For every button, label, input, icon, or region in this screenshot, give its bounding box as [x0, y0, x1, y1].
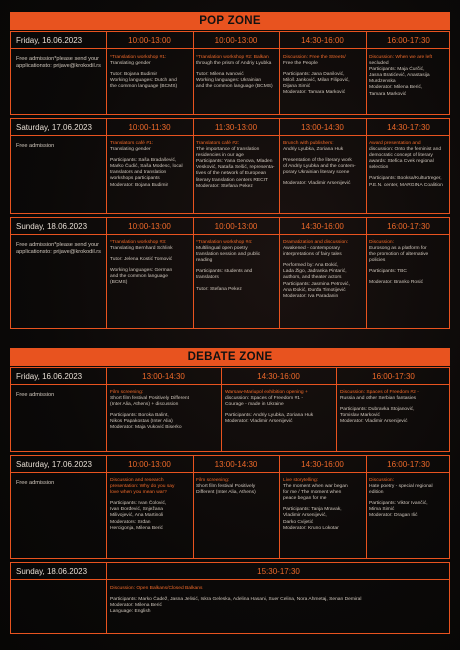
time-slot: 14:30-16:00: [301, 460, 344, 469]
time-slot: 14:30-16:00: [301, 222, 344, 231]
time-slot: 16:00-17:30: [387, 222, 430, 231]
pop-friday-block: [10, 31, 450, 115]
session-brunch-publishers: Brunch with publishers: Andriy Lyubka, Zoriana Huk Presentation of the literary work of Andriy Lyubka and the contem- porary Ukrainian literary scene Moderator: Vladimir Arsenijević: [283, 141, 356, 187]
time-slot: 13:00-14:30: [142, 372, 185, 381]
time-slot: 10:00-13:00: [214, 222, 258, 231]
time-slot: 10:00-13:00: [214, 36, 258, 45]
admission-note: Free admission: [16, 143, 55, 149]
pop-saturday-header: [11, 119, 449, 136]
pop-sunday-block: [10, 217, 450, 329]
day-label: Friday, 16.06.2023: [16, 372, 83, 381]
time-slot: 14:30-16:00: [257, 372, 300, 381]
time-slot: 16:00-17:30: [372, 372, 415, 381]
session-eurosong: Discussion: Eurosong as a platform for the promotion of alternative policies Participants: TBC Moderator: Branko Rosić: [369, 240, 429, 286]
session-translation-workshop-1: *Translation workshop #1: Translating gender Tutor: Bojana Budimir Working languages: Dutch and the common language (BCMS): [110, 55, 178, 90]
session-warsaw-mariupol: Warsaw-Mariupol exhibition opening + discussion: Spaces of Freedom #1 - Courage - made in Ukraine Participants: Andriy Lyubka, Zoriana Huk Moderator: Vladimir Arsenijević: [225, 390, 314, 425]
session-free-the-streets: Discussion: Free the Streets/ Free the People Participants: Jana Danilović, Miloš Janković, Milan Filipović, Dijana Simić Moderator: Tamara Marković: [283, 55, 350, 96]
debate-saturday-block: [10, 455, 450, 559]
session-film-screening-2: Film screening: Short film festival Positively Different (Inter Alia, Athens): [196, 478, 256, 496]
time-slot: 10:00-13:00: [128, 222, 171, 231]
day-label: Saturday, 17.06.2023: [16, 123, 92, 132]
debate-friday-header: [11, 368, 449, 385]
pop-zone-title: POP ZONE: [10, 12, 450, 30]
session-spaces-of-freedom-2: Discussion: Spaces of Freedom #2 - Russia and other Serbian fantasies Participants: Dubravka Stojanović, Tomislav Marković Moderator: Vladimir Arsenijević: [340, 390, 419, 425]
session-love-war: Discussion and research presentation: Why do you say love when you mean war? Participants: Ivan Čolović, Ivan Đorđević, Snježana Milivojević, Ana Martinoli Moderators: Srđan Hercigonja, Milena Berić: [110, 478, 175, 531]
session-live-storytelling: Live storytelling: The moment when war began for me / The moment when peace began for me Participants: Tanja Mravak, Vladimir Arsenijević, Darko Cvijetić Moderator: Kruno Lokotar: [283, 478, 348, 531]
pop-saturday-block: [10, 118, 450, 214]
session-dramatization: Dramatization and discussion: Awakened - contemporary interpretations of fairy tales Performed by: Ana Đokić, Lada Žigo, Jadranka Pintarić, authors, and theater actors Participants: Jasmina Petrović, Ana Đokić, Đurđa Timotijević Moderator: Iva Paradanin: [283, 240, 350, 299]
session-award-presentation: Award presentation and discussion: Onto the feminist and democratic concept of literary awards: Stefica Cvek regional selection Participants: Booksa/Kulturtreger, P.E.N. center, MARGINA Coalition: [369, 141, 443, 188]
day-label: Sunday, 18.06.2023: [16, 567, 88, 576]
session-hate-poetry: Discussion: Hate poetry - special regional edition Participants: Viktor Ivančić, Mima Simić Moderator: Dragan Ilić: [369, 478, 433, 519]
time-slot: 14:30-17:30: [387, 123, 430, 132]
debate-sunday-block: [10, 562, 450, 634]
session-translation-workshop-4: *Translation workshop #4: Multilingual open poetry translation session and public reading Participants: students and translators Tutor: Stefana Pekez: [196, 240, 261, 292]
day-label: Friday, 16.06.2023: [16, 36, 83, 45]
time-slot: 14:30-16:00: [301, 36, 344, 45]
admission-note: Free admission: [16, 392, 55, 398]
pop-friday-header: [11, 32, 449, 49]
admission-note: Free admission*please send your applicationsto: prijave@krokodil.rs: [16, 56, 101, 70]
session-open-balkans: Discussion: Open Balkans/Closed Balkans Participants: Marko Čadež, Jasna Jelisić, Iskra Geleska, Adelina Hasani, Suer Celina, Nora Ahmetaj, Senan Demiral Moderator: Milena Berić Language: English: [110, 586, 362, 615]
session-translators-cafe-2: Translators café #2: The importance of translation residencies in our age Participants: Yana Genova, Mladen Vesković, Nataša Sešić, representa- tives of the network of European literary translation centers RECIT Moderator: Stefana Pekez: [196, 141, 275, 189]
debate-zone-title: DEBATE ZONE: [10, 348, 450, 366]
time-slot: 13:00-14:30: [301, 123, 344, 132]
session-translators-cafe-1: Translators café #1: Translating gender Participants: Saša Bradašević, Marko Čudić, Saša Modesc, local translators and translation workshops participants Moderator: Bojana Budimir: [110, 141, 183, 188]
time-slot: 10:00-13:00: [128, 460, 171, 469]
time-slot: 10:00-11:30: [128, 123, 171, 132]
day-label: Saturday, 17.06.2023: [16, 460, 92, 469]
session-translation-workshop-2: *Translation workshop #2: Balkan through the prism of Andriy Lyubka Tutor: Milena Ivanović Working languages: Ukrainian and the common language (BCMS): [196, 55, 273, 90]
time-slot: 13:00-14:30: [214, 460, 258, 469]
time-slot: 16:00-17:30: [387, 460, 430, 469]
session-left-secluded: Discussion: When we are left secluded Participants: Maja Ćurčić, Jasna Bratićević, Anastasija Murdzenska Moderator: Milena Berić, Tamara Marković: [369, 55, 433, 97]
session-film-screening: Film screening: Short film festival Positively Different (Inter Alia, Athens) + discussion Participants: Boroka Balint, Nikos Papakostas (Inter Alia) Moderator: Maja Vuković Biserko: [110, 390, 190, 431]
time-slot: 10:00-13:00: [128, 36, 171, 45]
time-slot: 15:30-17:30: [257, 567, 300, 576]
pop-sunday-header: [11, 218, 449, 235]
admission-note: Free admission: [16, 480, 55, 486]
debate-sunday-header: [11, 563, 449, 580]
day-label: Sunday, 18.06.2023: [16, 222, 88, 231]
time-slot: 16:00-17:30: [387, 36, 430, 45]
debate-saturday-header: [11, 456, 449, 473]
session-translation-workshop-3: *Translation workshop #3: Translating Bernhard Schlink Tutor: Jelena Kostić Tomović Working languages: German and the common language (BCMS): [110, 240, 173, 286]
time-slot: 11:30-13:00: [214, 123, 258, 132]
debate-friday-block: [10, 367, 450, 452]
admission-note: Free admission*please send your applicationsto: prijave@krokodil.rs: [16, 242, 101, 256]
